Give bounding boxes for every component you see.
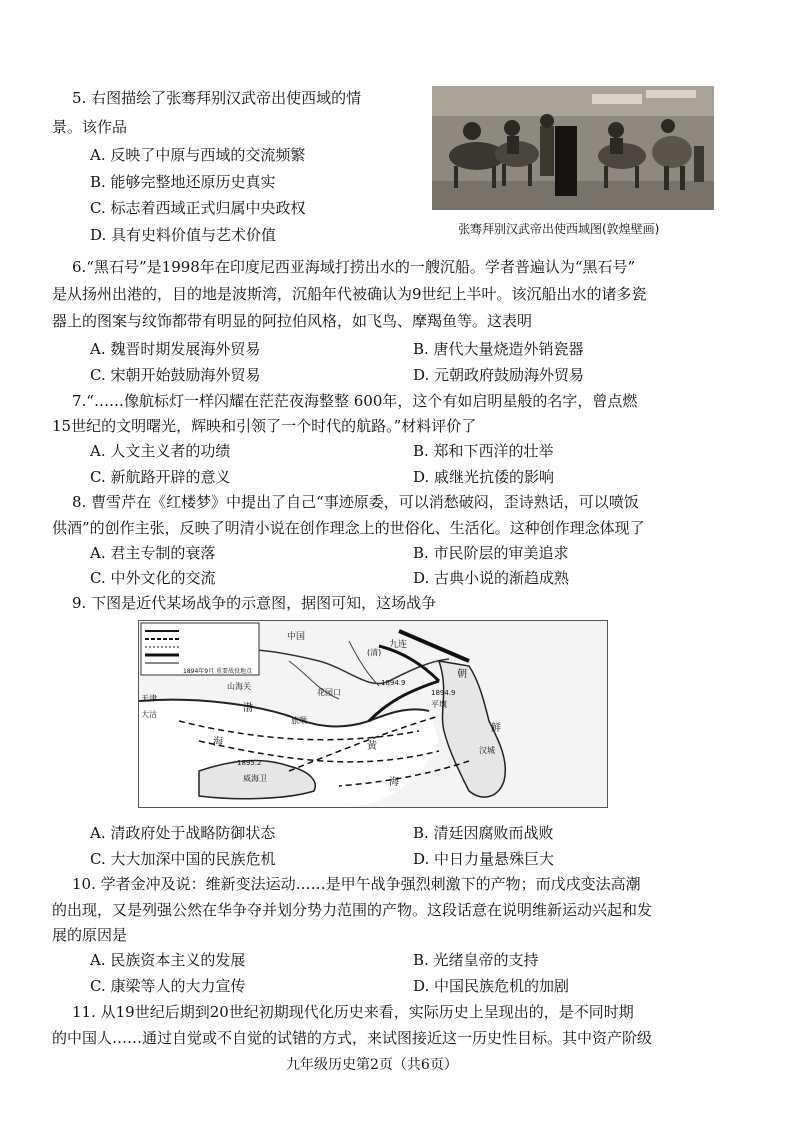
map-label-tianjin: 天津 xyxy=(141,694,157,703)
war-map xyxy=(138,620,608,808)
q5-option-d: D. 具有史料价值与艺术价值 xyxy=(90,226,277,244)
q11-line1: 11. 从19世纪后期到20世纪初期现代化历史来看，实际历史上呈现出的，是不同时期 xyxy=(72,1003,634,1021)
map-label-lushun: 旅顺 xyxy=(291,716,307,725)
q9-option-c: C. 大大加深中国的民族危机 xyxy=(90,850,276,868)
map-label-weihaiwei: 威海卫 xyxy=(243,774,267,783)
map-label-date1: 1894.9 xyxy=(381,679,406,687)
map-label-hai2: 海 xyxy=(389,777,399,788)
q5-option-a: A. 反映了中原与西域的交流频繁 xyxy=(90,146,306,164)
map-label-chao: 朝 xyxy=(457,669,467,680)
q8-line1: 8. 曹雪芹在《红楼梦》中提出了自己“事迹原委，可以消愁破闷，歪诗熟话，可以喷饭 xyxy=(72,493,639,511)
q7-line1: 7.“……像航标灯一样闪耀在茫茫夜海整整 600年，这个有如启明星般的名字，曾点燃 xyxy=(72,392,638,410)
map-label-date3: 1895.2 xyxy=(237,759,262,767)
q5-line1: 5. 右图描绘了张骞拜别汉武帝出使西域的情 xyxy=(72,89,362,107)
q5-line2: 景。该作品 xyxy=(52,118,128,136)
q8-line2: 供酒”的创作主张，反映了明清小说在创作理念上的世俗化、生活化。这种创作理念体现了 xyxy=(52,519,645,537)
q10-option-c: C. 康梁等人的大力宣传 xyxy=(90,977,246,995)
mural-caption: 张骞拜别汉武帝出使西域图(敦煌壁画) xyxy=(458,222,660,236)
q6-option-a: A. 魏晋时期发展海外贸易 xyxy=(90,340,261,358)
page-footer: 九年级历史第2页（共6页） xyxy=(286,1057,458,1073)
map-label-dagu: 大沽 xyxy=(141,710,157,719)
map-label-huayuankou: 花园口 xyxy=(317,688,341,697)
map-label-hancheng: 汉城 xyxy=(479,746,495,755)
q6-option-d: D. 元朝政府鼓励海外贸易 xyxy=(413,366,585,384)
q7-option-c: C. 新航路开辟的意义 xyxy=(90,468,231,486)
q10-option-d: D. 中国民族危机的加剧 xyxy=(413,977,570,995)
map-label-pingrang: 平壤 xyxy=(431,700,447,709)
map-label-huang: 黄 xyxy=(367,741,377,752)
q9-option-b: B. 清廷因腐败而战败 xyxy=(413,824,554,842)
q8-option-c: C. 中外文化的交流 xyxy=(90,569,216,587)
q10-line1: 10. 学者金冲及说：维新变法运动……是甲午战争强烈刺激下的产物；而戊戌变法高潮 xyxy=(72,875,641,893)
q6-line3: 器上的图案与纹饰都带有明显的阿拉伯风格，如飞鸟、摩羯鱼等。这表明 xyxy=(52,312,533,330)
q9-line1: 9. 下图是近代某场战争的示意图，据图可知，这场战争 xyxy=(72,594,437,612)
map-label-shanhaiguan: 山海关 xyxy=(227,682,251,691)
q8-option-a: A. 君主专制的衰落 xyxy=(90,544,216,562)
q6-line1: 6.“黑石号”是1998年在印度尼西亚海域打捞出水的一艘沉船。学者普遍认为“黑石号” xyxy=(72,258,636,276)
map-label-date2: 1894.9 xyxy=(431,689,456,697)
q8-option-d: D. 古典小说的渐趋成熟 xyxy=(413,569,570,587)
q7-option-b: B. 郑和下西洋的壮举 xyxy=(413,442,554,460)
map-label-hai1: 海 xyxy=(213,737,223,748)
q7-option-a: A. 人文主义者的功绩 xyxy=(90,442,231,460)
q7-option-d: D. 戚继光抗倭的影响 xyxy=(413,468,555,486)
q8-option-b: B. 市民阶层的审美追求 xyxy=(413,544,569,562)
map-legend-caption: 1894年9月 重要战役地点 xyxy=(183,668,252,675)
q10-line2: 的出现，又是列强公然在华争夺并划分势力范围的产物。这段话意在说明维新运动兴起和发 xyxy=(52,901,653,919)
map-label-jiulian: 九连 xyxy=(389,640,408,650)
q9-option-a: A. 清政府处于战略防御状态 xyxy=(90,824,276,842)
q10-option-b: B. 光绪皇帝的支持 xyxy=(413,951,539,969)
q10-option-a: A. 民族资本主义的发展 xyxy=(90,951,246,969)
sino-japanese-war-map xyxy=(139,621,607,807)
map-label-xian: 鲜 xyxy=(491,723,501,734)
map-label-bo: 渤 xyxy=(243,703,253,714)
q6-option-b: B. 唐代大量烧造外销瓷器 xyxy=(413,340,584,358)
q10-line3: 展的原因是 xyxy=(52,926,128,944)
zhang-qian-mural-image xyxy=(432,86,714,210)
map-label-qing: (清) xyxy=(367,648,382,657)
q6-line2: 是从扬州出港的，目的地是波斯湾，沉船年代被确认为9世纪上半叶。该沉船出水的诸多瓷 xyxy=(52,285,647,303)
q6-option-c: C. 宋朝开始鼓励海外贸易 xyxy=(90,366,261,384)
q9-option-d: D. 中日力量悬殊巨大 xyxy=(413,850,555,868)
mural-painting xyxy=(432,86,714,210)
q7-line2: 15世纪的文明曙光，辉映和引领了一个时代的航路。”材料评价了 xyxy=(52,417,477,435)
q5-option-c: C. 标志着西域正式归属中央政权 xyxy=(90,199,306,217)
q5-option-b: B. 能够完整地还原历史真实 xyxy=(90,173,276,191)
q11-line2: 的中国人……通过自觉或不自觉的试错的方式，来试图接近这一历史性目标。其中资产阶级 xyxy=(52,1029,653,1047)
map-label-china: 中国 xyxy=(287,632,306,642)
